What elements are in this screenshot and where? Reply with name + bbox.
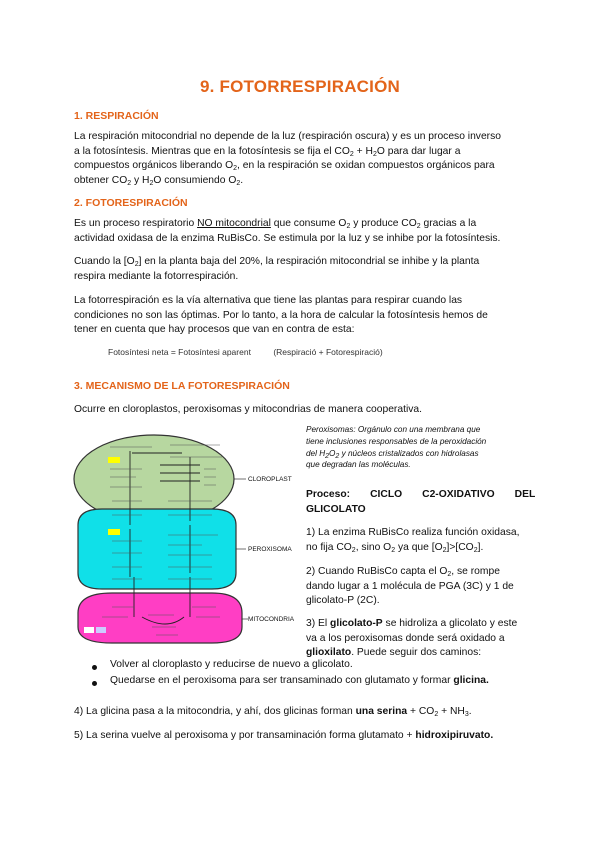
section-heading-fotorespiracion: 2. FOTORESPIRACIÓN xyxy=(74,197,188,209)
mitochondria-shape xyxy=(78,593,242,643)
net-photosynthesis-formula: Fotosíntesi neta = Fotosíntesi aparent (Respiració + Fotorespiració) xyxy=(108,347,383,357)
fotorespiracion-paragraph-2: Cuando la $[O_2]$ en la planta baja del 20%, la respiración mitocondrial se inhibe y la planta respira mediante la fotorrespiración. xyxy=(74,256,480,282)
label-mitochondria: MITOCONDRIA xyxy=(248,616,295,623)
text-line: a la fotosíntesis. Mientras que en la fotosíntesis se fija el $CO_2 + H_2O$ para dar lugar a xyxy=(74,145,461,158)
label-chloroplast: CLOROPLAST xyxy=(248,476,292,483)
photorespiration-diagram xyxy=(72,417,300,645)
label-peroxisome: PEROXISOMA xyxy=(248,546,292,553)
fotorespiracion-paragraph-3: La fotorrespiración es la vía alternativa que tiene las plantas para respirar cuando las condiciones no son las óptimas. Por lo tanto, a la hora de calcular la fotosíntesis hemos de tener en cuenta que hay procesos que van en contra de esta: xyxy=(74,295,488,335)
page-title: 9. FOTORRESPIRACIÓN xyxy=(200,77,400,96)
step-3: 3) El glicolato-P se hidroliza a glicolato y este va a los peroxisomas donde será oxidado a glioxilato. Puede seguir dos caminos: xyxy=(306,618,518,658)
section-heading-mecanismo: 3. MECANISMO DE LA FOTORESPIRACIÓN xyxy=(74,380,290,392)
step-2: 2) Cuando RuBisCo capta el $O_2$, se rompe dando lugar a 1 molécula de PGA (3C) y 1 de glicolato-P (2C). xyxy=(306,566,514,606)
step-5: 5) La serina vuelve al peroxisoma y por transaminación forma glutamato + hidroxipiruvato. xyxy=(74,730,494,741)
step-4: 4) La glicina pasa a la mitocondria, y ahí, dos glicinas forman una serina + $CO_2 + NH_3$. xyxy=(74,706,472,718)
process-title: Proceso: CICLO C2-OXIDATIVO DEL GLICOLATO xyxy=(306,489,536,515)
mecanismo-intro: Ocurre en cloroplastos, peroxisomas y mitocondrias de manera cooperativa. xyxy=(74,404,422,415)
step-1: 1) La enzima RuBisCo realiza función oxidasa, no fija $CO_2$, sino $O_2$ ya que $[O_2]>[CO_2]$. xyxy=(306,527,520,554)
peroxisome-shape xyxy=(78,509,236,589)
text-line: compuestos orgánicos liberando $O_2$, en la respiración se oxidan compuestos orgánicos para xyxy=(74,160,495,172)
fotorespiracion-paragraph-1: Es un proceso respiratorio NO mitocondrial que consume $O_2$ y produce $CO_2$ gracias a la actividad oxidasa de la enzima RuBisCo. Se estimula por la luz y se inhibe por la fotosíntesis. xyxy=(74,218,501,244)
bullet-icon xyxy=(92,665,97,670)
bullet-item-2: Quedarse en el peroxisoma para ser transaminado con glutamato y formar glicina. xyxy=(110,675,489,686)
text-line: La respiración mitocondrial no depende de la luz (respiración oscura) y es un proceso inverso xyxy=(74,131,501,142)
respiracion-paragraph xyxy=(74,130,526,188)
bullet-icon xyxy=(92,681,97,686)
section-heading-respiracion: 1. RESPIRACIÓN xyxy=(74,110,159,122)
bullet-item-1: Volver al cloroplasto y reducirse de nuevo a glicolato. xyxy=(110,659,353,670)
peroxisome-definition: Peroxisomas: Orgánulo con una membrana que tiene inclusiones responsables de la peroxidación del $H_2O_2$ y núcleos cristalizados con hidrolasas que degradan las moléculas. xyxy=(306,425,487,470)
text-line: obtener $CO_2$ y $H_2O$ consumiendo $O_2$. xyxy=(74,174,244,187)
